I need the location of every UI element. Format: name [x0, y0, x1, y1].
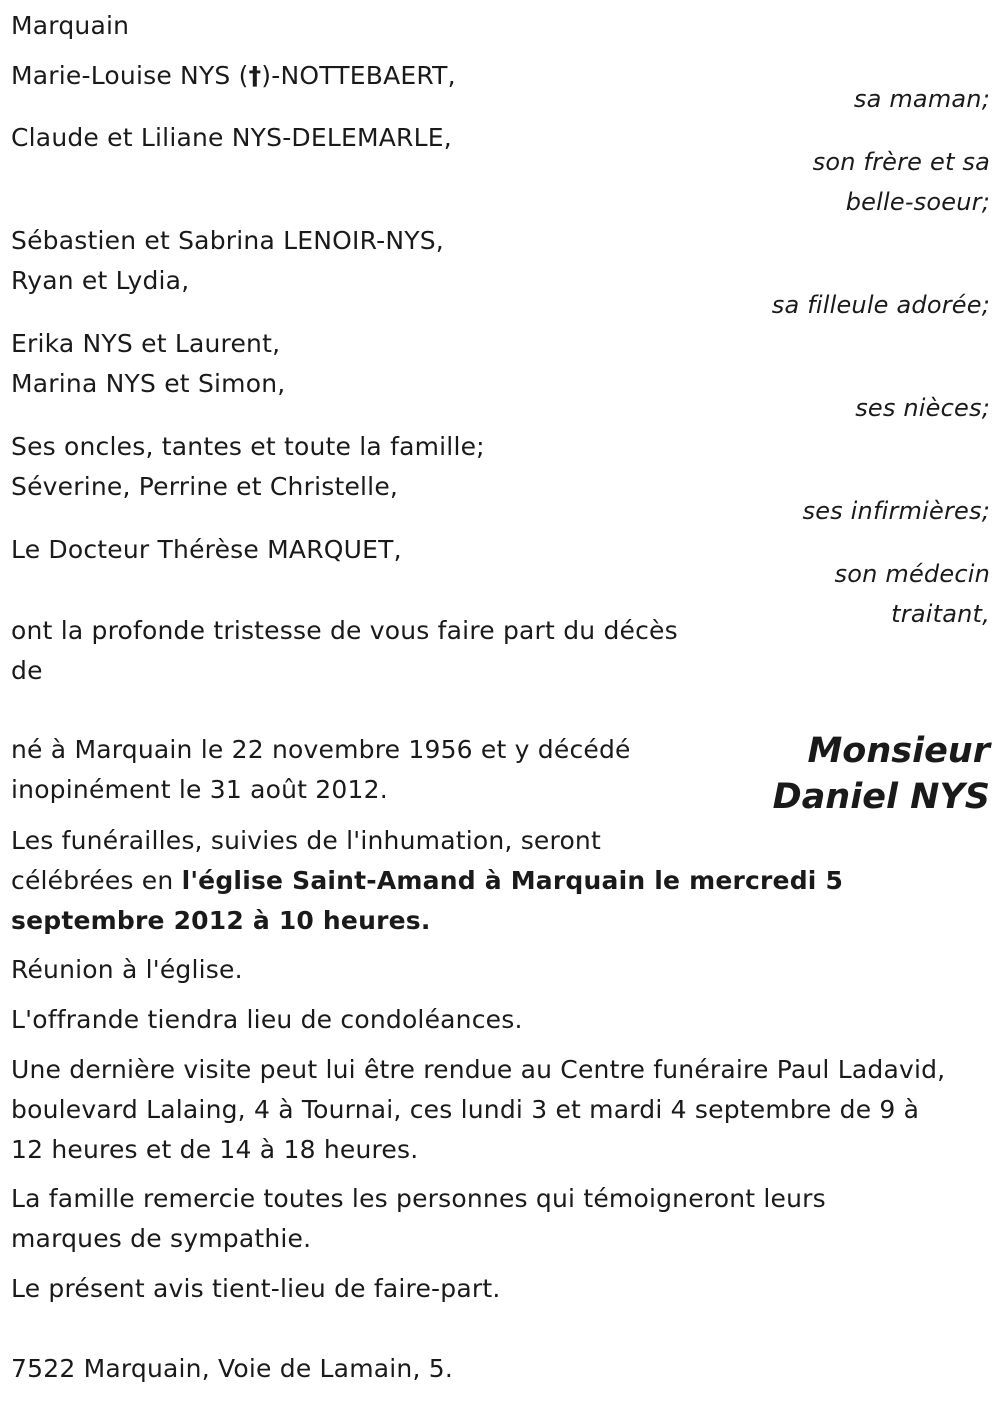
mother-name: Marie-Louise NYS (: [11, 61, 249, 90]
birth-line-2: inopinément le 31 août 2012.: [11, 775, 388, 804]
funeral-place-date: l'église Saint-Amand à Marquain le mercredi 5: [181, 866, 844, 895]
funeral-time: septembre 2012 à 10 heures.: [11, 906, 431, 935]
family-line-goddaughter-parents: Sébastien et Sabrina LENOIR-NYS,: [11, 226, 444, 255]
deceased-title: Monsieur: [807, 731, 990, 771]
family-line-goddaughter: Ryan et Lydia,: [11, 266, 190, 295]
relation-nurses: ses infirmières;: [802, 497, 990, 525]
note-reunion: Réunion à l'église.: [11, 955, 243, 984]
birth-line-1: né à Marquain le 22 novembre 1956 et y décédé: [11, 735, 631, 764]
family-line-brother: Claude et Liliane NYS-DELEMARLE,: [11, 123, 452, 152]
mother-name-end: )-NOTTEBAERT,: [261, 61, 456, 90]
funeral-line-2-prefix: célébrées en: [11, 866, 182, 895]
announcement-line-1: ont la profonde tristesse de vous faire part du décès: [11, 616, 678, 645]
announcement-line-2: de: [11, 656, 43, 685]
note-notice: Le présent avis tient-lieu de faire-part.: [11, 1274, 501, 1303]
family-line-niece-1: Erika NYS et Laurent,: [11, 329, 281, 358]
cross-icon: †: [248, 61, 262, 90]
funeral-line-1: Les funérailles, suivies de l'inhumation, seront: [11, 826, 601, 855]
relation-doctor-a: son médecin: [834, 560, 990, 588]
relation-brother-a: son frère et sa: [812, 148, 990, 176]
funeral-line-3: [11, 901, 431, 941]
relation-mother: sa maman;: [853, 85, 990, 113]
address: 7522 Marquain, Voie de Lamain, 5.: [11, 1354, 454, 1383]
relation-nieces: ses nièces;: [855, 394, 990, 422]
note-visit-1: Une dernière visite peut lui être rendue au Centre funéraire Paul Ladavid,: [11, 1055, 946, 1084]
locality-heading: Marquain: [11, 11, 130, 40]
note-visit-3: 12 heures et de 14 à 18 heures.: [11, 1135, 419, 1164]
note-thanks-2: marques de sympathie.: [11, 1224, 312, 1253]
relation-goddaughter: sa filleule adorée;: [771, 291, 990, 319]
relation-brother-b: belle-soeur;: [845, 188, 990, 216]
family-line-relatives: Ses oncles, tantes et toute la famille;: [11, 432, 485, 461]
deceased-name: Daniel NYS: [772, 777, 990, 817]
family-line-doctor: Le Docteur Thérèse MARQUET,: [11, 535, 402, 564]
family-line-niece-2: Marina NYS et Simon,: [11, 369, 286, 398]
note-offering: L'offrande tiendra lieu de condoléances.: [11, 1005, 523, 1034]
note-visit-2: boulevard Lalaing, 4 à Tournai, ces lundi 3 et mardi 4 septembre de 9 à: [11, 1095, 920, 1124]
relation-doctor-b: traitant,: [891, 600, 990, 628]
family-line-nurses: Séverine, Perrine et Christelle,: [11, 472, 399, 501]
funeral-line-2: [11, 861, 843, 901]
note-thanks-1: La famille remercie toutes les personnes qui témoigneront leurs: [11, 1184, 826, 1213]
family-line-mother: [11, 56, 456, 96]
